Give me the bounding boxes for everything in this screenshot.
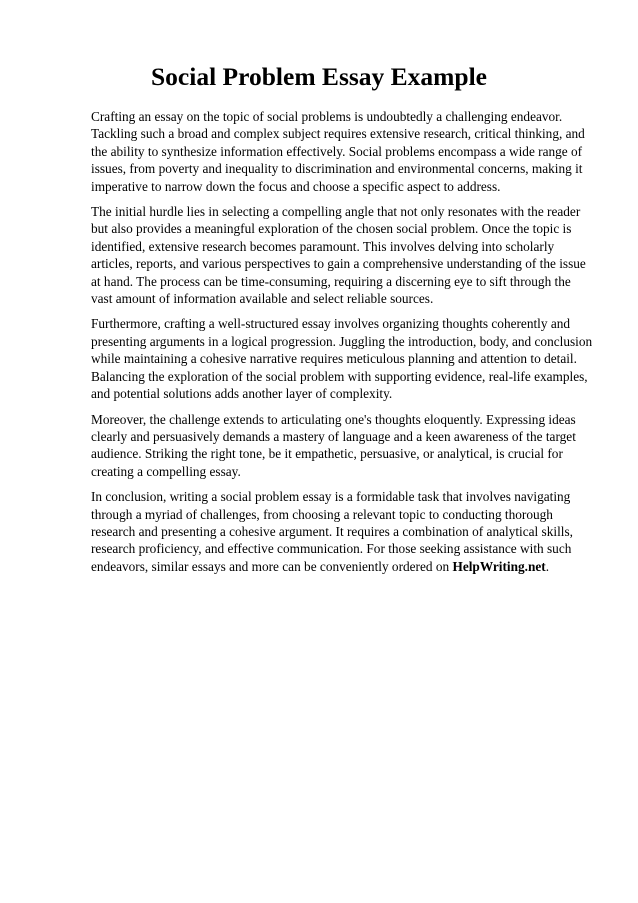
paragraph-5-end: . — [545, 558, 550, 574]
paragraph-5-text: In conclusion, writing a social problem essay is a formidable task that involves navigating through a myriad of challenges, from choosing a relevant topic to conducting thorough research and presenting a cohesive argument. It requires a combination of analytical skills, research proficiency, and effective communication. For those seeking assistance with such endeavors, similar essays and more can be conveniently ordered on — [91, 489, 573, 574]
paragraph-3: Furthermore, crafting a well-structured essay involves organizing thoughts coherently and presenting arguments in a logical progression. Juggling the introduction, body, and conclusion while maintaining a cohesive narrative requires meticulous planning and attention to detail. Balancing the exploration of the social problem with supporting evidence, real-life examples, and potential solutions adds another layer of complexity. — [91, 316, 593, 402]
paragraph-1: Crafting an essay on the topic of social problems is undoubtedly a challenging endeavor. Tackling such a broad and complex subject requires extensive research, critical thinking, and the ability to synthesize information effectively. Social problems encompass a wide range of issues, from poverty and inequality to discrimination and environmental concerns, making it imperative to narrow down the focus and choose a specific aspect to address. — [91, 109, 585, 194]
paragraph-5 — [91, 488, 594, 575]
paragraph-4: Moreover, the challenge extends to articulating one's thoughts eloquently. Expressing ideas clearly and persuasively demands a mastery of language and a keen awareness of the target audience. Striking the right tone, be it empathetic, persuasive, or analytical, is crucial for creating a compelling essay. — [91, 411, 576, 479]
paragraph-2: The initial hurdle lies in selecting a compelling angle that not only resonates with the reader but also provides a meaningful exploration of the chosen social problem. Once the topic is identified, extensive research becomes paramount. This involves delving into scholarly articles, reports, and various perspectives to gain a comprehensive understanding of the issue at hand. The process can be time-consuming, requiring a discerning eye to sift through the vast amount of information available and select reliable sources. — [91, 204, 586, 307]
brand-name: HelpWriting.net — [452, 558, 546, 574]
page-title: Social Problem Essay Example — [151, 62, 487, 91]
